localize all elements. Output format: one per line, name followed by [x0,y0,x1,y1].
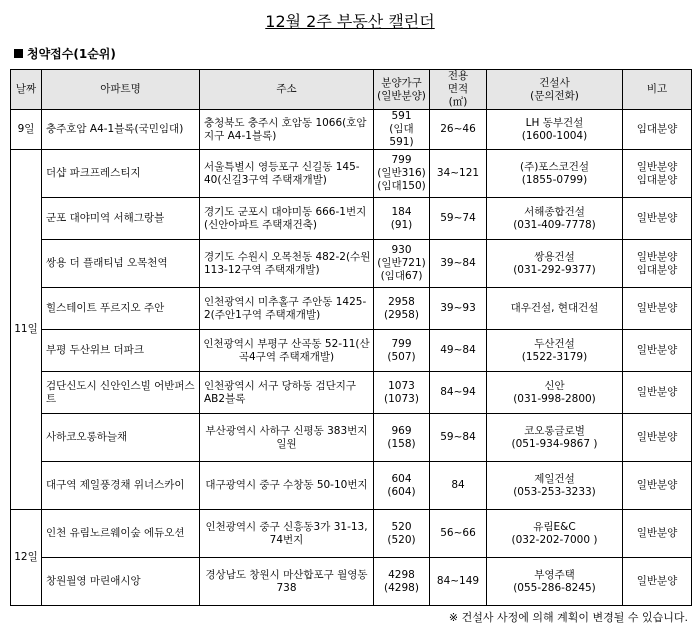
addr-cell: 인천광역시 미추홀구 주안동 1425-2(주안1구역 주택재개발) [200,288,374,330]
area-cell: 26~46 [430,110,487,150]
supply-cell: 799 (507) [374,330,430,372]
supply-cell: 2958 (2958) [374,288,430,330]
addr-cell: 경기도 수원시 오목천동 482-2(수원113-12구역 주택재개발) [200,240,374,288]
note-cell: 일반분양 [623,462,692,510]
builder-cell: 신안 (031-998-2800) [487,372,623,414]
builder-cell: 제일건설 (053-253-3233) [487,462,623,510]
footnote: ※ 건설사 사정에 의해 계획이 변경될 수 있습니다. [448,611,688,624]
supply-cell: 520 (520) [374,510,430,558]
note-cell: 일반분양 임대분양 [623,240,692,288]
supply-cell: 799 (일반316) (임대150) [374,150,430,198]
builder-cell: 코오롱글로벌 (051-934-9867 ) [487,414,623,462]
note-cell: 임대분양 [623,110,692,150]
supply-cell: 591 (임대 591) [374,110,430,150]
addr-cell: 서울특별시 영등포구 신길동 145-40(신길3구역 주택재개발) [200,150,374,198]
supply-cell: 930 (일반721) (임대67) [374,240,430,288]
addr-cell: 부산광역시 사하구 신평동 383번지 일원 [200,414,374,462]
apt-cell: 힐스테이트 푸르지오 주안 [42,288,200,330]
apt-cell: 쌍용 더 플래티넘 오목천역 [42,240,200,288]
apt-cell: 검단신도시 신안인스빌 어반퍼스트 [42,372,200,414]
area-cell: 39~93 [430,288,487,330]
table-row [11,240,692,288]
addr-cell: 인천광역시 부평구 산곡동 52-11(산곡4구역 주택재개발) [200,330,374,372]
note-cell: 일반분양 [623,558,692,606]
date-cell: 11일 [11,150,42,510]
apt-cell: 더샵 파크프레스티지 [42,150,200,198]
note-cell: 일반분양 [623,288,692,330]
builder-cell: 두산건설 (1522-3179) [487,330,623,372]
note-cell: 일반분양 [623,198,692,240]
header-builder: 건설사 (문의전화) [487,70,623,110]
builder-cell: 대우건설, 현대건설 [487,288,623,330]
table-row [11,510,692,558]
table-row [11,198,692,240]
note-cell: 일반분양 임대분양 [623,150,692,198]
header-apt: 아파트명 [42,70,200,110]
builder-cell: 부영주택 (055-286-8245) [487,558,623,606]
builder-cell: (주)포스코건설 (1855-0799) [487,150,623,198]
section-title: 청약접수(1순위) [14,45,116,62]
header-addr: 주소 [200,70,374,110]
table-header-row [11,70,692,110]
table-row [11,558,692,606]
table-row [11,330,692,372]
header-supply: 분양가구 (일반분양) [374,70,430,110]
calendar-table [10,69,692,606]
table-row [11,150,692,198]
apt-cell: 군포 대야미역 서해그랑블 [42,198,200,240]
header-area: 전용 면적 (㎡) [430,70,487,110]
table-row [11,414,692,462]
note-cell: 일반분양 [623,414,692,462]
supply-cell: 1073 (1073) [374,372,430,414]
square-bullet-icon [14,49,23,58]
builder-cell: 서해종합건설 (031-409-7778) [487,198,623,240]
builder-cell: LH 동부건설 (1600-1004) [487,110,623,150]
header-note: 비고 [623,70,692,110]
note-cell: 일반분양 [623,372,692,414]
area-cell: 49~84 [430,330,487,372]
note-cell: 일반분양 [623,330,692,372]
supply-cell: 184 (91) [374,198,430,240]
date-cell: 9일 [11,110,42,150]
supply-cell: 969 (158) [374,414,430,462]
addr-cell: 대구광역시 중구 수창동 50-10번지 [200,462,374,510]
header-date: 날짜 [11,70,42,110]
table-row [11,462,692,510]
apt-cell: 부평 두산위브 더파크 [42,330,200,372]
area-cell: 39~84 [430,240,487,288]
area-cell: 59~84 [430,414,487,462]
note-cell: 일반분양 [623,510,692,558]
builder-cell: 유림E&C (032-202-7000 ) [487,510,623,558]
supply-cell: 604 (604) [374,462,430,510]
apt-cell: 창원월영 마린애시앙 [42,558,200,606]
apt-cell: 사하코오롱하늘채 [42,414,200,462]
area-cell: 59~74 [430,198,487,240]
addr-cell: 인천광역시 서구 당하동 검단지구 AB2블록 [200,372,374,414]
page-title: 12월 2주 부동산 캘린더 [265,12,435,31]
apt-cell: 인천 유림노르웨이숲 에듀오션 [42,510,200,558]
addr-cell: 경상남도 창원시 마산합포구 월영동 738 [200,558,374,606]
area-cell: 84~149 [430,558,487,606]
supply-cell: 4298 (4298) [374,558,430,606]
table-row [11,288,692,330]
table-row [11,372,692,414]
addr-cell: 충청북도 충주시 호암동 1066(호암지구 A4-1블록) [200,110,374,150]
addr-cell: 인천광역시 중구 신흥동3가 31-13, 74번지 [200,510,374,558]
apt-cell: 충주호암 A4-1블록(국민임대) [42,110,200,150]
area-cell: 34~121 [430,150,487,198]
addr-cell: 경기도 군포시 대야미동 666-1번지(신안아파트 주택재건축) [200,198,374,240]
area-cell: 56~66 [430,510,487,558]
area-cell: 84 [430,462,487,510]
apt-cell: 대구역 제일풍경채 위너스카이 [42,462,200,510]
area-cell: 84~94 [430,372,487,414]
table-row [11,110,692,150]
date-cell: 12일 [11,510,42,606]
builder-cell: 쌍용건설 (031-292-9377) [487,240,623,288]
